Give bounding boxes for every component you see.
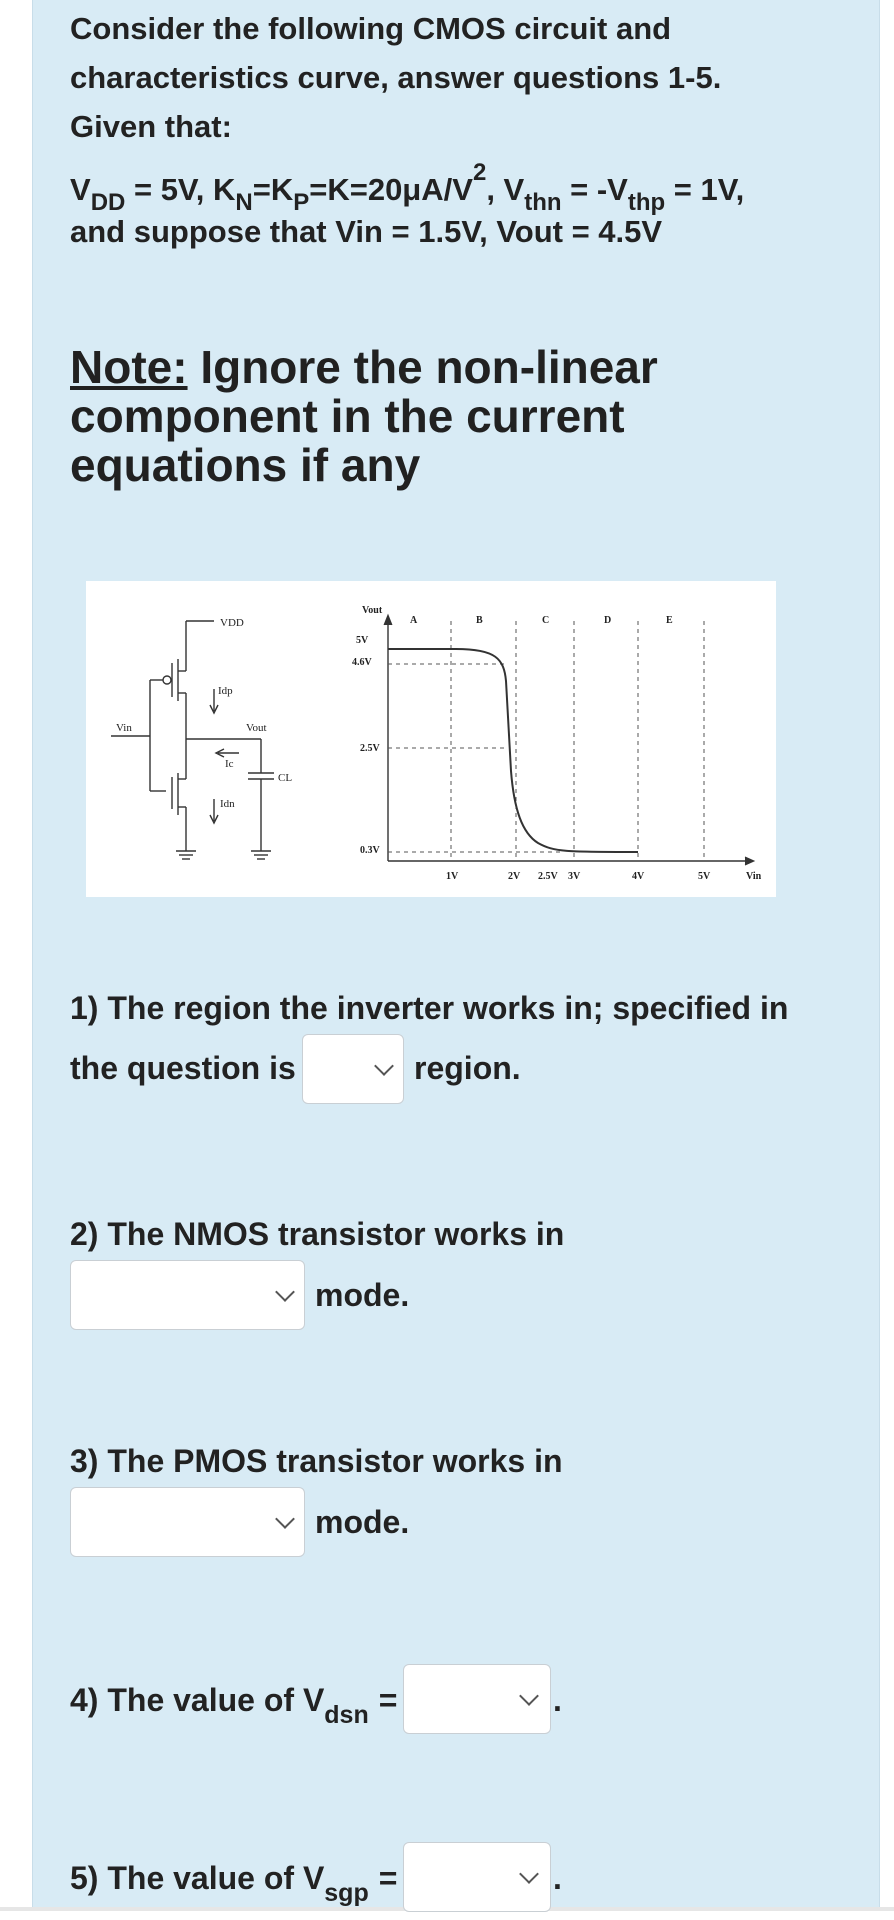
note-text [70,343,830,490]
figure-svg [86,581,776,897]
q1-text-line2: the question is [70,1050,296,1086]
x-tick-3v: 3V [568,871,581,882]
vout-label: Vout [246,722,267,734]
cl-label: CL [278,772,293,784]
kp-symbol: =K [252,172,294,207]
ic-label: Ic [225,758,234,770]
kn-subscript: N [235,189,253,216]
y-tick-4-6v: 4.6V [352,657,372,668]
y-tick-5v: 5V [356,635,369,646]
chevron-down-icon [374,1056,394,1076]
x-axis-label: Vin [746,871,762,882]
idn-label: Idn [220,798,235,810]
region-e-label: E [666,615,673,626]
circuit-figure [86,581,776,897]
q2-nmos-mode-dropdown[interactable] [70,1260,305,1330]
vthp-subscript: thp [627,189,666,216]
q5-equals: = [378,1860,398,1896]
x-tick-2-5v: 2.5V [538,871,558,882]
x-tick-4v: 4V [632,871,645,882]
intro-line-2: characteristics curve, answer questions 1-5. [70,60,722,95]
y-tick-2-5v: 2.5V [360,743,380,754]
q3-text: 3) The PMOS transistor works in [70,1443,563,1479]
q4-period: . [553,1682,562,1718]
vthn-subscript: thn [524,189,562,216]
vdd-label: VDD [220,617,244,629]
vdd-value: = 5V, K [125,172,236,207]
q3-suffix: mode. [315,1504,410,1540]
q1-region-dropdown[interactable] [302,1034,404,1104]
q1-text-line1: 1) The region the inverter works in; specified in [70,990,789,1026]
x-tick-1v: 1V [446,871,459,882]
x-tick-2v: 2V [508,871,521,882]
q4-equals: = [378,1682,398,1718]
intro-line-1: Consider the following CMOS circuit and [70,11,672,46]
chevron-down-icon [275,1509,295,1529]
region-a-label: A [410,615,418,626]
region-c-label: C [542,615,550,626]
vthn-symbol: , V [486,172,525,207]
idp-label: Idp [218,685,233,697]
q2-text: 2) The NMOS transistor works in [70,1216,565,1252]
y-tick-0-3v: 0.3V [360,845,380,856]
intro-text [70,4,860,151]
vin-label: Vin [116,722,132,734]
q5-period: . [553,1860,562,1896]
q5-text [70,1860,398,1907]
q4-subscript: dsn [324,1701,369,1729]
question-panel [32,0,880,1907]
q1-text-line3: region. [414,1050,521,1086]
q5-subscript: sgp [324,1879,369,1907]
q3-pmos-mode-dropdown[interactable] [70,1487,305,1557]
q4-prefix: 4) The value of V [70,1682,325,1718]
q2-suffix: mode. [315,1277,410,1313]
region-b-label: B [476,615,483,626]
vth-value: = 1V, [665,172,745,207]
region-d-label: D [604,615,612,626]
k-superscript: 2 [472,159,487,186]
vtc-plot [352,605,762,882]
q4-vdsn-dropdown[interactable] [403,1664,551,1734]
vdd-symbol: V [70,172,91,207]
given-line-2: and suppose that Vin = 1.5V, Vout = 4.5V [70,214,663,249]
chevron-down-icon [519,1864,539,1884]
x-tick-5v: 5V [698,871,711,882]
note-label: Note: [70,341,188,393]
intro-line-3: Given that: [70,109,232,144]
q4-text [70,1682,398,1729]
y-axis-label: Vout [362,605,383,616]
note-body: Ignore the non-linear component in the current equations if any [70,341,658,491]
cmos-schematic [111,621,274,859]
vthp-symbol: = -V [561,172,628,207]
q5-prefix: 5) The value of V [70,1860,325,1896]
q5-vsgp-dropdown[interactable] [403,1842,551,1912]
chevron-down-icon [519,1686,539,1706]
vdd-subscript: DD [90,189,126,216]
given-values [70,159,745,216]
k-value: =K=20μA/V [309,172,473,207]
chevron-down-icon [275,1282,295,1302]
kp-subscript: P [293,189,310,216]
